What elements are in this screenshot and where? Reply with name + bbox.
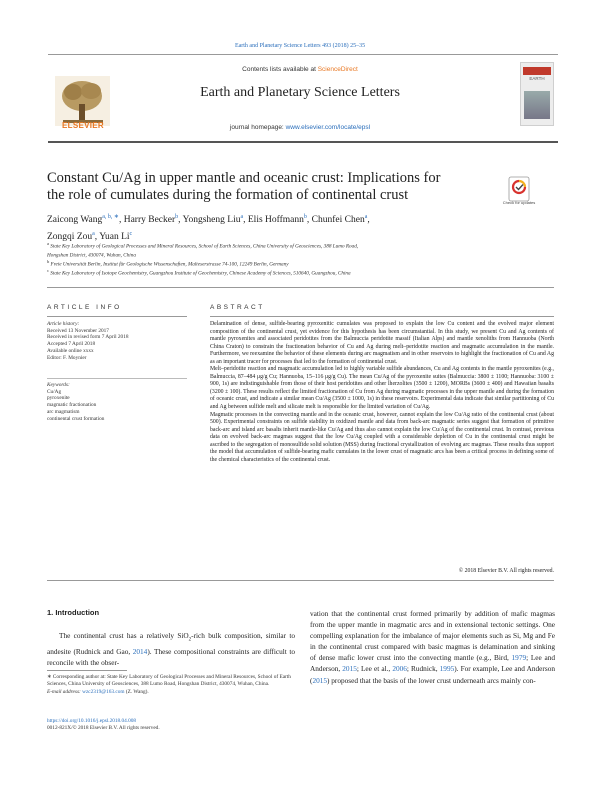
journal-reference[interactable]: Earth and Planetary Science Letters 493 (2018) 25–35 [234, 43, 366, 49]
author[interactable]: Zongqi Zou$^a$, [47, 231, 98, 243]
keyword: continental crust formation [47, 415, 105, 422]
section-heading: 1. Introduction [47, 608, 100, 617]
intro-paragraph: The continental crust has a relatively SiO$_2$-rich bulk composition, similar to andesite (Rudnick and Gao, 2014). These compositional constraints are difficult to reconcile with the obser- [47, 631, 295, 667]
article-history [47, 321, 197, 361]
author[interactable]: Yuan Li$^c$ [99, 231, 133, 243]
keyword: magmatic fractionation [47, 402, 97, 409]
author[interactable]: Zaicong Wang$^{a, b, ∗}$, [47, 214, 122, 226]
contents-available [0, 66, 600, 73]
author[interactable]: Elis Hoffmann$^b$, [247, 214, 310, 226]
contents-prefix: Contents lists available at [242, 66, 316, 73]
article-info-heading: ARTICLE INFO [47, 304, 122, 311]
email-link[interactable]: wzc2319@163.com [82, 688, 125, 695]
doi-block [47, 718, 307, 733]
divider [47, 378, 187, 379]
paper-title [47, 170, 487, 204]
citation-link[interactable]: 1995 [439, 664, 455, 674]
footnote-mark: ∗ [47, 674, 52, 680]
divider [47, 670, 127, 671]
keyword: arc magmatism [47, 408, 80, 415]
abstract-paragraph: Magmatic processes in the convecting mantle and in the oceanic crust, however, cannot explain the low Cu/Ag ratio of the continental crust (about 500). Experimental constraints on sulfide stability in oxidized mantle and data from back-arc magmatic series suggest that formation of primitive back-arc and island arc basalts inherit mantle-like Cu/Ag and thus also cannot explain the low Cu/Ag of the continental crust. In contrast, previous data on evolved back-arc magmas suggest that the low Cu/Ag coupled with a considerable depletion of Cu in the continental crust might be ascribed to the segregation of monosulfide solid solution (MSS) during fractional crystallization of evolving arc magmas. These results thus support the model that accumulation of sulfide-bearing mafic cumulates in the lower crust of magmatic arcs has been a critical process in defining some of the chemical characteristics of the continental crust. [210, 411, 554, 463]
cover-band [523, 67, 551, 75]
history-item: Available online xxxx [47, 347, 94, 354]
divider [210, 316, 554, 317]
cover-image [524, 91, 550, 119]
affiliation: $^a$ State Key Laboratory of Geological Processes and Mineral Resources, School of Earth Sciences, China University of Geosciences, 388 Lumo Road, [47, 241, 359, 250]
keywords [47, 382, 197, 422]
keyword: Cu/Ag [47, 388, 62, 395]
abstract-paragraph: Melt–peridotite reaction and magmatic accumulation led to highly variable sulfide abundances, Cu and Ag contents in the mantle pyroxenites (e.g., Balmuccia, 87–484 μg/g Cu; Hannuoba, 15–116 μg/g Cu). The mean Cu/Ag of the pyroxenite suites (Balmuccia: 3800 ± 1100; Hannuoba: 3100 ± 900, 1s) are indistinguishable from those of their host peridotites and other lherzolites (3500 ± 1200), MORBs (3600 ± 400) and Hawaiian basalts (3200 ± 100). These results reflect the limited fractionation of Cu from Ag during magmatic processes in the upper mantle and during the formation of oceanic crust, and indicate a similar mean Cu/Ag (3500 ± 1000, 1s) in these reservoirs. Experimental data indicate that similar partitioning of Cu and Ag between sulfide melt and silicate melt is responsible for the limited variation of Cu/Ag. [210, 366, 554, 411]
abstract-heading: ABSTRACT [210, 304, 265, 311]
sciencedirect-link[interactable]: ScienceDirect [317, 66, 358, 73]
title-line-1: Constant Cu/Ag in upper mantle and oceanic crust: Implications for [47, 170, 441, 186]
citation-link[interactable]: 2015 [312, 675, 328, 685]
citation-link[interactable]: 2015 [342, 664, 357, 674]
title-line-2: the role of cumulates during the formation of continental crust [47, 187, 409, 203]
author[interactable]: Harry Becker$^b$, [123, 214, 181, 226]
divider [47, 287, 554, 288]
citation-link[interactable]: 1979 [511, 653, 527, 663]
history-item: Accepted 7 April 2018 [47, 341, 96, 348]
history-label: Article history: [47, 321, 80, 327]
journal-title: Earth and Planetary Science Letters [200, 85, 400, 100]
history-item: Received in revised form 7 April 2018 [47, 334, 129, 341]
divider [47, 580, 554, 581]
citation-link[interactable]: 2006 [392, 664, 407, 674]
author[interactable]: Chunfei Chen$^a$, [311, 214, 370, 226]
affiliation: $^c$ State Key Laboratory of Isotope Geochemistry, Guangzhou Institute of Geochemistry, Chinese Academy of Sciences, 510640, Guangzhou, China [47, 268, 351, 277]
history-item: Received 13 November 2017 [47, 327, 109, 334]
journal-homepage [0, 124, 600, 131]
homepage-prefix: journal homepage: [229, 124, 284, 131]
keywords-label: Keywords: [47, 382, 70, 388]
abstract-paragraph: Delamination of dense, sulfide-bearing pyroxenitic cumulates was proposed to explain the low Cu content and the evolved major element composition of the continental crust, yet evidence for this hypothesis has been circumstantial. In this study, we present Cu and Ag contents of mantle pyroxenites and associated peridotites from the Balmuccia peridotite massif (Italian Alps) and mantle xenoliths from Hannuoba (North China Craton) to constrain the fractionation behavior of Cu and Ag during melt–peridotite reaction and magmatic accumulation in the mantle. Furthermore, we reexamine the behavior of these elements during arc magmatism and in other reservoirs to highlight the fractionation of Cu and Ag as an important tracer for processes that led to the formation of continental crust. [210, 321, 554, 365]
keyword: pyroxenite [47, 395, 70, 402]
cover-word: EARTH [529, 76, 545, 81]
publisher-name: ELSEVIER [62, 121, 104, 130]
intro-right-column [310, 608, 555, 686]
author[interactable]: Yongsheng Liu$^a$, [182, 214, 246, 226]
copyright: © 2018 Elsevier B.V. All rights reserved. [458, 568, 554, 574]
issn-line: 0012-821X/© 2018 Elsevier B.V. All rights reserved. [47, 725, 160, 732]
abstract-body [210, 321, 554, 464]
journal-cover-thumbnail [520, 62, 554, 126]
intro-left-column [47, 630, 295, 668]
divider [47, 316, 187, 317]
citation-link[interactable]: 2014 [132, 646, 148, 656]
corresponding-author-footnote: ∗ Corresponding author at: State Key Laboratory of Geological Processes and Mineral Resources, School of Earth Sciences, China University of Geosciences, 388 Lumo Road, Hongshan District, 430074, Wuhan, China. E-mail address: wzc2319@163.com (Z. Wang). [47, 674, 291, 695]
affiliation: Hongshan District, 430074, Wuhan, China [47, 252, 136, 259]
check-for-updates-label[interactable]: Check for updates [502, 200, 536, 205]
affiliation: $^b$ Freie Universität Berlin, Institut für Geologische Wissenschaften, Malteserstrasse 74-100, 12249 Berlin, Germany [47, 259, 289, 268]
intro-paragraph: vation that the continental crust formed primarily by addition of mafic magmas from the upper mantle in magmatic arcs and in extensional tectonic settings. One compelling explanation for the imbalance of major elements such as Si, Mg and Fe in the continental crust compared with basic magmas is delamination and sinking of dense mafic lower crust into the convecting mantle (e.g., Bird, 1979; Lee and Anderson, 2015; Lee et al., 2006; Rudnick, 1995). For example, Lee and Anderson (2015) proposed that the basis of the lower crust underneath arcs mainly con- [310, 609, 556, 685]
homepage-link[interactable]: www.elsevier.com/locate/epsl [285, 124, 371, 131]
doi-link[interactable]: https://doi.org/10.1016/j.epsl.2018.04.008 [47, 718, 137, 724]
author-list [47, 210, 547, 244]
check-for-updates-icon[interactable] [508, 176, 530, 202]
history-item: Editor: F. Moynier [47, 354, 87, 361]
